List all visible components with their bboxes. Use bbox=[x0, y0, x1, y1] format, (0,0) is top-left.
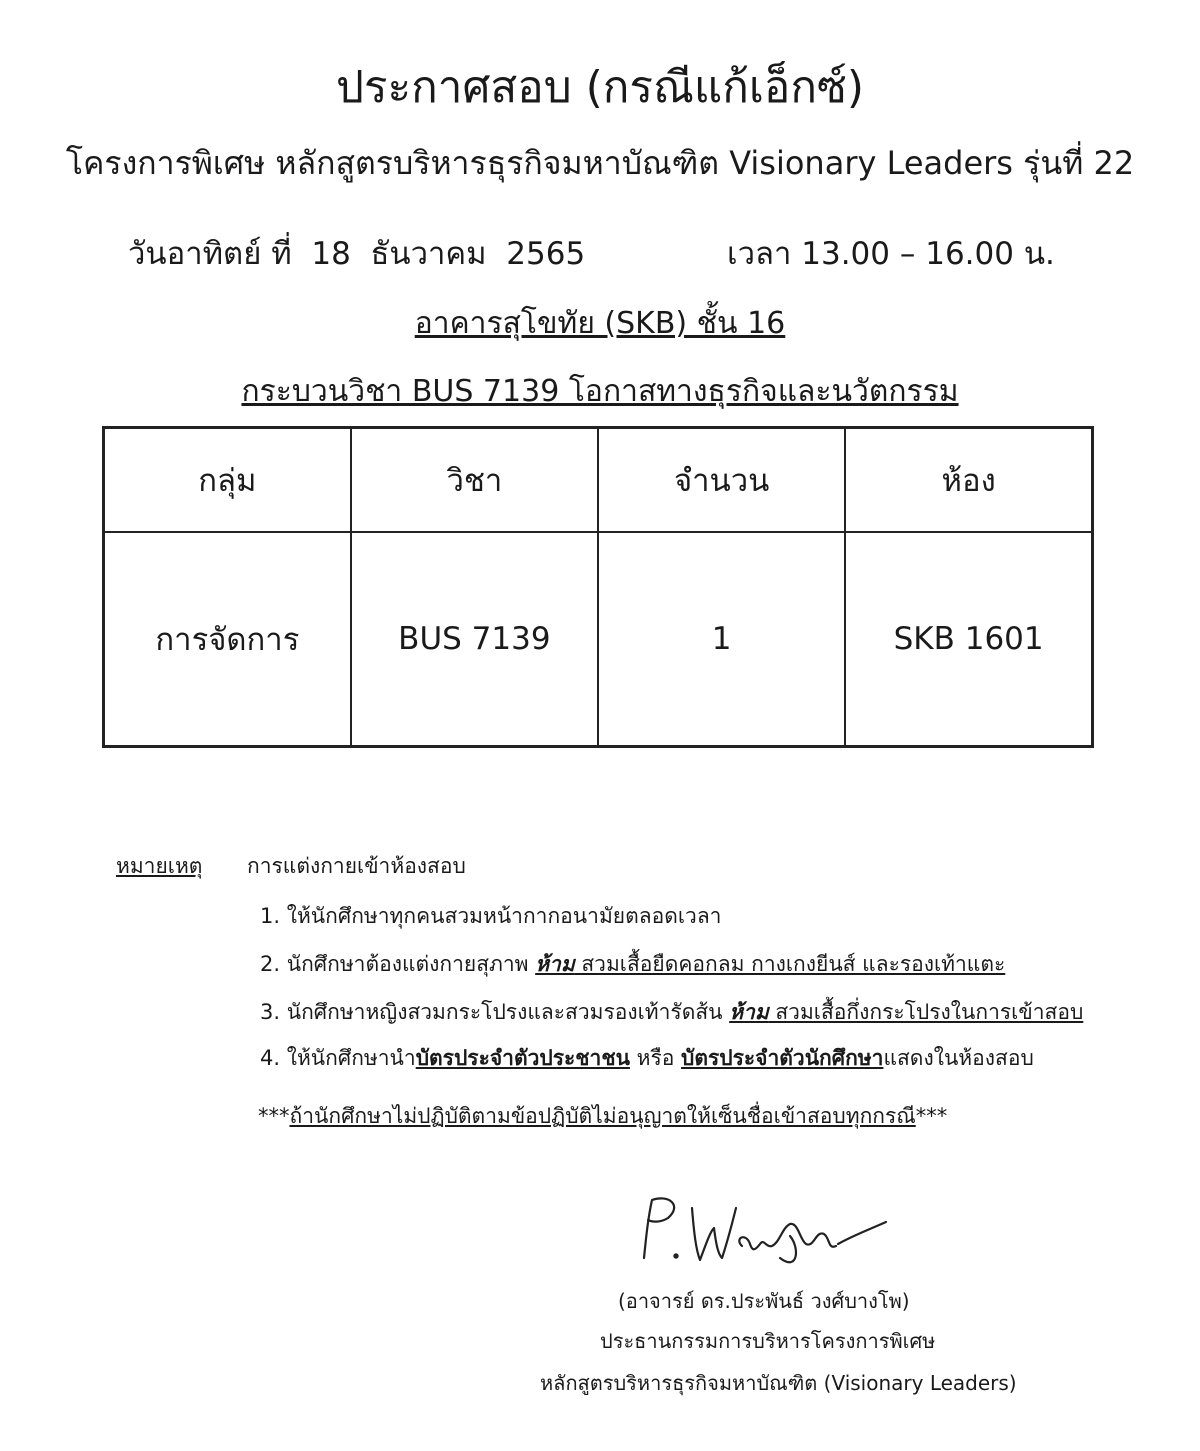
rule-4 bbox=[260, 1042, 1034, 1075]
rule-3-rest: สวมเสื้อกึ่งกระโปรงในการเข้าสอบ bbox=[768, 1000, 1084, 1024]
rule-4-prefix: 4. ให้นักศึกษานำ bbox=[260, 1046, 416, 1070]
table-row bbox=[104, 532, 1093, 747]
table-header-row bbox=[104, 428, 1093, 533]
rule-2 bbox=[260, 948, 1005, 981]
rule-2-forbid: ห้าม bbox=[535, 952, 575, 976]
exam-time: เวลา 13.00 – 16.00 น. bbox=[727, 236, 1055, 272]
notes-label: หมายเหตุ bbox=[116, 854, 203, 878]
announcement-title: ประกาศสอบ (กรณีแก้เอ็กซ์) bbox=[335, 62, 865, 113]
rule-4-or: หรือ bbox=[629, 1046, 682, 1070]
rule-2-prefix: 2. นักศึกษาต้องแต่งกายสุภาพ bbox=[260, 952, 536, 976]
warning-stars-left: *** bbox=[258, 1104, 290, 1128]
warning-line bbox=[258, 1100, 947, 1133]
rule-3-forbid: ห้าม bbox=[729, 1000, 769, 1024]
rule-2-rest: สวมเสื้อยืดคอกลม กางเกงยีนส์ และรองเท้าแตะ bbox=[574, 952, 1006, 976]
cell-group: การจัดการ bbox=[104, 532, 351, 747]
rule-3-prefix: 3. นักศึกษาหญิงสวมกระโปรงและสวมรองเท้ารัดส้น bbox=[260, 1000, 730, 1024]
notes-heading: การแต่งกายเข้าห้องสอบ bbox=[247, 854, 466, 878]
column-header-count: จำนวน bbox=[598, 428, 845, 533]
program-subtitle: โครงการพิเศษ หลักสูตรบริหารธุรกิจมหาบัณฑิต Visionary Leaders รุ่นที่ 22 bbox=[65, 144, 1135, 182]
exam-date: วันอาทิตย์ ที่ 18 ธันวาคม 2565 bbox=[128, 236, 586, 272]
cell-count: 1 bbox=[598, 532, 845, 747]
exam-schedule-table bbox=[102, 426, 1094, 748]
rule-4-student-card: บัตรประจำตัวนักศึกษา bbox=[681, 1046, 884, 1070]
handwritten-signature bbox=[630, 1188, 890, 1278]
exam-building: อาคารสุโขทัย (SKB) ชั้น 16 bbox=[414, 306, 786, 341]
column-header-subject: วิชา bbox=[351, 428, 598, 533]
signatory-program: หลักสูตรบริหารธุรกิจมหาบัณฑิต (Visionary Leaders) bbox=[540, 1371, 1017, 1395]
cell-subject: BUS 7139 bbox=[351, 532, 598, 747]
cell-room: SKB 1601 bbox=[845, 532, 1092, 747]
signatory-position: ประธานกรรมการบริหารโครงการพิเศษ bbox=[600, 1329, 936, 1353]
rule-3 bbox=[260, 996, 1083, 1029]
rule-1: 1. ให้นักศึกษาทุกคนสวมหน้ากากอนามัยตลอดเวลา bbox=[260, 904, 722, 928]
signatory-name: (อาจารย์ ดร.ประพันธ์ วงศ์บางโพ) bbox=[618, 1289, 910, 1313]
course-name: กระบวนวิชา BUS 7139 โอกาสทางธุรกิจและนวัตกรรม bbox=[241, 374, 959, 409]
warning-stars-right: *** bbox=[915, 1104, 948, 1128]
column-header-group: กลุ่ม bbox=[104, 428, 351, 533]
warning-text: ถ้านักศึกษาไม่ปฏิบัติตามข้อปฏิบัติไม่อนุญาตให้เซ็นชื่อเข้าสอบทุกกรณี bbox=[289, 1104, 916, 1128]
rule-4-id-card: บัตรประจำตัวประชาชน bbox=[415, 1046, 630, 1070]
column-header-room: ห้อง bbox=[845, 428, 1092, 533]
rule-4-suffix: แสดงในห้องสอบ bbox=[883, 1046, 1034, 1070]
